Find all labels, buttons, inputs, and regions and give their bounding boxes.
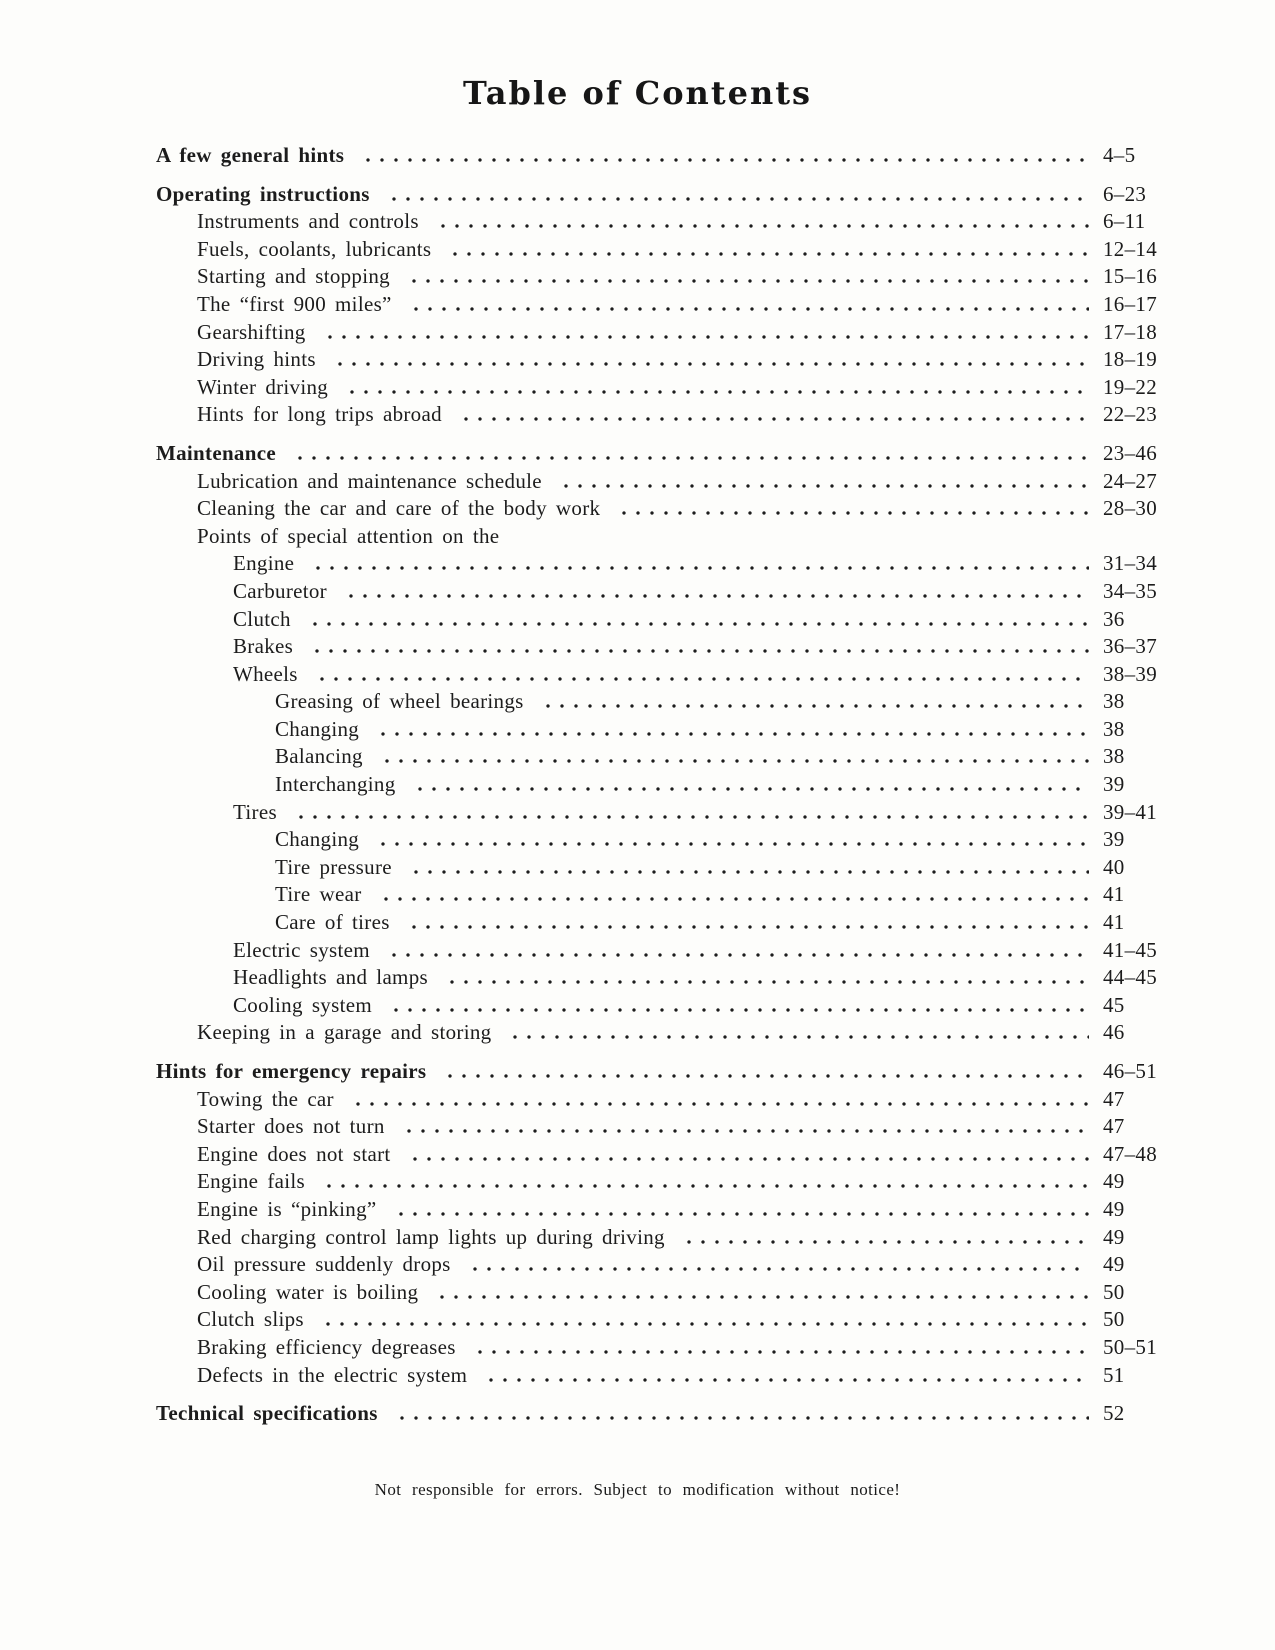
toc-entry xyxy=(156,909,1175,937)
dot-leader xyxy=(409,787,1089,791)
toc-entry-label: Headlights and lamps xyxy=(233,965,428,990)
toc-entry xyxy=(156,1400,1175,1428)
toc-entry-pages: 15–16 xyxy=(1103,264,1157,289)
toc-entry-pages: 47–48 xyxy=(1103,1141,1157,1166)
dot-leader xyxy=(403,279,1089,283)
toc-entry xyxy=(156,1196,1175,1224)
toc-entry xyxy=(156,716,1175,744)
toc-entry xyxy=(156,1113,1175,1141)
dot-leader xyxy=(441,980,1089,984)
dot-leader xyxy=(289,456,1089,460)
dot-leader xyxy=(613,511,1089,515)
toc-entry-pages: 39 xyxy=(1103,827,1125,852)
toc-entry xyxy=(156,688,1175,716)
toc-entry-pages: 23–46 xyxy=(1103,440,1157,465)
dot-leader xyxy=(340,594,1089,598)
toc-entry-pages: 38 xyxy=(1103,689,1125,714)
toc-entry-pages: 52 xyxy=(1103,1401,1125,1426)
table-of-contents xyxy=(156,142,1175,1428)
toc-entry-pages: 49 xyxy=(1103,1224,1125,1249)
toc-entry xyxy=(156,495,1175,523)
toc-entry xyxy=(156,743,1175,771)
toc-entry-label: Defects in the electric system xyxy=(197,1362,468,1387)
toc-entry-pages: 19–22 xyxy=(1103,374,1157,399)
dot-leader xyxy=(307,566,1089,570)
toc-entry xyxy=(156,1141,1175,1169)
toc-entry-pages: 51 xyxy=(1103,1362,1125,1387)
toc-entry xyxy=(156,992,1175,1020)
toc-entry-pages: 45 xyxy=(1103,992,1125,1017)
toc-entry xyxy=(156,633,1175,661)
dot-leader xyxy=(290,815,1089,819)
toc-entry-pages: 17–18 xyxy=(1103,319,1157,344)
toc-entry-pages: 4–5 xyxy=(1103,143,1136,167)
dot-leader xyxy=(469,1350,1089,1354)
dot-leader xyxy=(391,1416,1089,1420)
toc-entry-pages: 41 xyxy=(1103,910,1125,935)
toc-entry xyxy=(156,523,1175,551)
dot-leader xyxy=(357,158,1089,162)
toc-entry xyxy=(156,771,1175,799)
toc-entry-label: Tire wear xyxy=(275,882,362,907)
toc-entry xyxy=(156,1086,1175,1114)
toc-entry-pages: 50 xyxy=(1103,1279,1125,1304)
toc-entry-label: Starter does not turn xyxy=(197,1114,385,1139)
toc-entry xyxy=(156,606,1175,634)
dot-leader xyxy=(678,1240,1089,1244)
toc-entry-label: A few general hints xyxy=(156,143,345,167)
toc-entry-label: Instruments and controls xyxy=(197,209,419,234)
dot-leader xyxy=(341,390,1089,394)
toc-entry-pages: 49 xyxy=(1103,1169,1125,1194)
toc-entry-label: Oil pressure suddenly drops xyxy=(197,1252,451,1277)
dot-leader xyxy=(404,1157,1089,1161)
toc-entry-label: Tire pressure xyxy=(275,854,392,879)
toc-entry-pages: 18–19 xyxy=(1103,347,1157,372)
toc-entry-label: Engine does not start xyxy=(197,1141,391,1166)
toc-entry xyxy=(156,291,1175,319)
dot-leader xyxy=(383,197,1089,201)
toc-entry-label: Towing the car xyxy=(197,1086,334,1111)
dot-leader xyxy=(432,224,1089,228)
dot-leader xyxy=(372,842,1089,846)
toc-entry-label: Points of special attention on the xyxy=(197,523,500,548)
toc-entry-pages: 6–23 xyxy=(1103,181,1147,206)
toc-entry-pages: 38 xyxy=(1103,744,1125,769)
dot-leader xyxy=(329,362,1089,366)
page-title: Table of Contents xyxy=(462,74,813,112)
toc-entry-pages: 36–37 xyxy=(1103,634,1157,659)
toc-entry xyxy=(156,799,1175,827)
dot-leader xyxy=(311,677,1089,681)
toc-entry xyxy=(156,1251,1175,1279)
toc-entry-pages: 41–45 xyxy=(1103,937,1157,962)
footer-note: Not responsible for errors. Subject to modification without notice! xyxy=(374,1479,901,1499)
toc-entry-pages: 44–45 xyxy=(1103,965,1157,990)
toc-entry-pages: 50 xyxy=(1103,1307,1125,1332)
toc-entry-pages: 36 xyxy=(1103,606,1125,631)
toc-entry xyxy=(156,578,1175,606)
toc-entry-pages: 12–14 xyxy=(1103,236,1157,261)
toc-entry-pages: 28–30 xyxy=(1103,496,1157,521)
toc-entry-pages: 22–23 xyxy=(1103,402,1157,427)
toc-entry-pages: 50–51 xyxy=(1103,1334,1157,1359)
toc-entry xyxy=(156,1168,1175,1196)
dot-leader xyxy=(439,1074,1089,1078)
toc-entry-label: The “first 900 miles” xyxy=(197,291,392,316)
dot-leader xyxy=(317,1322,1089,1326)
toc-entry-label: Fuels, coolants, lubricants xyxy=(197,236,432,261)
dot-leader xyxy=(455,417,1089,421)
toc-entry-pages: 38–39 xyxy=(1103,661,1157,686)
dot-leader xyxy=(405,870,1089,874)
toc-entry-label: Interchanging xyxy=(275,772,396,797)
toc-entry xyxy=(156,1334,1175,1362)
toc-entry-label: Technical specifications xyxy=(156,1401,378,1426)
toc-entry-pages: 41 xyxy=(1103,882,1125,907)
toc-entry-label: Driving hints xyxy=(197,347,316,372)
dot-leader xyxy=(319,335,1089,339)
toc-entry xyxy=(156,550,1175,578)
toc-entry xyxy=(156,826,1175,854)
toc-entry-label: Electric system xyxy=(233,937,370,962)
toc-entry-label: Operating instructions xyxy=(156,181,370,206)
toc-entry-label: Engine is “pinking” xyxy=(197,1196,377,1221)
dot-leader xyxy=(306,649,1089,653)
dot-leader xyxy=(318,1184,1089,1188)
toc-entry-label: Maintenance xyxy=(156,440,276,465)
toc-entry xyxy=(156,236,1175,264)
toc-entry-pages: 39 xyxy=(1103,772,1125,797)
toc-entry-pages: 49 xyxy=(1103,1252,1125,1277)
toc-entry-label: Greasing of wheel bearings xyxy=(275,689,524,714)
toc-entry-pages: 46–51 xyxy=(1103,1059,1157,1083)
toc-entry xyxy=(156,319,1175,347)
toc-entry-label: Clutch xyxy=(233,606,291,631)
toc-entry xyxy=(156,964,1175,992)
dot-leader xyxy=(375,897,1090,901)
toc-entry-label: Clutch slips xyxy=(197,1307,304,1332)
toc-entry xyxy=(156,263,1175,291)
toc-entry-pages: 46 xyxy=(1103,1020,1125,1045)
toc-entry-label: Starting and stopping xyxy=(197,264,390,289)
toc-entry xyxy=(156,1019,1175,1047)
toc-entry-label: Balancing xyxy=(275,744,363,769)
toc-entry-label: Cooling system xyxy=(233,992,372,1017)
toc-entry-pages: 31–34 xyxy=(1103,551,1157,576)
toc-entry xyxy=(156,468,1175,496)
toc-entry-label: Care of tires xyxy=(275,910,390,935)
dot-leader xyxy=(537,704,1089,708)
toc-entry-pages: 16–17 xyxy=(1103,291,1157,316)
toc-entry-label: Brakes xyxy=(233,634,294,659)
dot-leader xyxy=(385,1008,1089,1012)
toc-entry-label: Hints for long trips abroad xyxy=(197,402,442,427)
toc-entry-label: Cleaning the car and care of the body work xyxy=(197,496,601,521)
toc-entry xyxy=(156,401,1175,429)
toc-entry xyxy=(156,374,1175,402)
toc-entry-pages: 34–35 xyxy=(1103,578,1157,603)
toc-entry xyxy=(156,346,1175,374)
toc-entry-label: Engine fails xyxy=(197,1169,305,1194)
toc-entry-label: Keeping in a garage and storing xyxy=(197,1020,492,1045)
dot-leader xyxy=(444,252,1089,256)
toc-entry xyxy=(156,854,1175,882)
toc-entry-pages: 47 xyxy=(1103,1086,1125,1111)
toc-entry-label: Red charging control lamp lights up during driving xyxy=(197,1224,665,1249)
dot-leader xyxy=(504,1035,1089,1039)
toc-entry-label: Carburetor xyxy=(233,578,327,603)
toc-entry xyxy=(156,142,1175,170)
dot-leader xyxy=(372,732,1089,736)
toc-entry-pages: 40 xyxy=(1103,854,1125,879)
toc-entry xyxy=(156,661,1175,689)
toc-entry-pages: 49 xyxy=(1103,1196,1125,1221)
dot-leader xyxy=(464,1267,1089,1271)
dot-leader xyxy=(383,953,1089,957)
toc-entry-label: Wheels xyxy=(233,661,298,686)
toc-entry-pages: 39–41 xyxy=(1103,799,1157,824)
toc-entry-label: Braking efficiency degreases xyxy=(197,1334,456,1359)
toc-entry-pages: 38 xyxy=(1103,716,1125,741)
dot-leader xyxy=(480,1378,1089,1382)
toc-entry-pages: 47 xyxy=(1103,1114,1125,1139)
dot-leader xyxy=(376,759,1089,763)
dot-leader xyxy=(390,1212,1089,1216)
toc-entry-label: Engine xyxy=(233,551,295,576)
toc-entry xyxy=(156,1224,1175,1252)
toc-entry xyxy=(156,208,1175,236)
toc-entry xyxy=(156,1058,1175,1086)
toc-entry xyxy=(156,937,1175,965)
toc-entry-pages: 24–27 xyxy=(1103,468,1157,493)
toc-entry-label: Cooling water is boiling xyxy=(197,1279,419,1304)
dot-leader xyxy=(431,1295,1089,1299)
toc-entry xyxy=(156,1362,1175,1390)
dot-leader xyxy=(403,925,1089,929)
toc-entry xyxy=(156,181,1175,209)
toc-entry-pages: 6–11 xyxy=(1103,209,1146,234)
toc-entry-label: Hints for emergency repairs xyxy=(156,1059,427,1083)
toc-entry-label: Lubrication and maintenance schedule xyxy=(197,468,542,493)
toc-entry xyxy=(156,881,1175,909)
dot-leader xyxy=(405,307,1089,311)
toc-entry-label: Winter driving xyxy=(197,374,329,399)
toc-entry xyxy=(156,440,1175,468)
toc-entry-label: Changing xyxy=(275,827,360,852)
toc-entry-label: Changing xyxy=(275,716,360,741)
dot-leader xyxy=(398,1129,1089,1133)
dot-leader xyxy=(555,484,1089,488)
toc-entry-label: Tires xyxy=(233,799,277,824)
dot-leader xyxy=(304,622,1089,626)
toc-entry xyxy=(156,1306,1175,1334)
dot-leader xyxy=(347,1102,1089,1106)
toc-entry-label: Gearshifting xyxy=(197,319,306,344)
toc-entry xyxy=(156,1279,1175,1307)
